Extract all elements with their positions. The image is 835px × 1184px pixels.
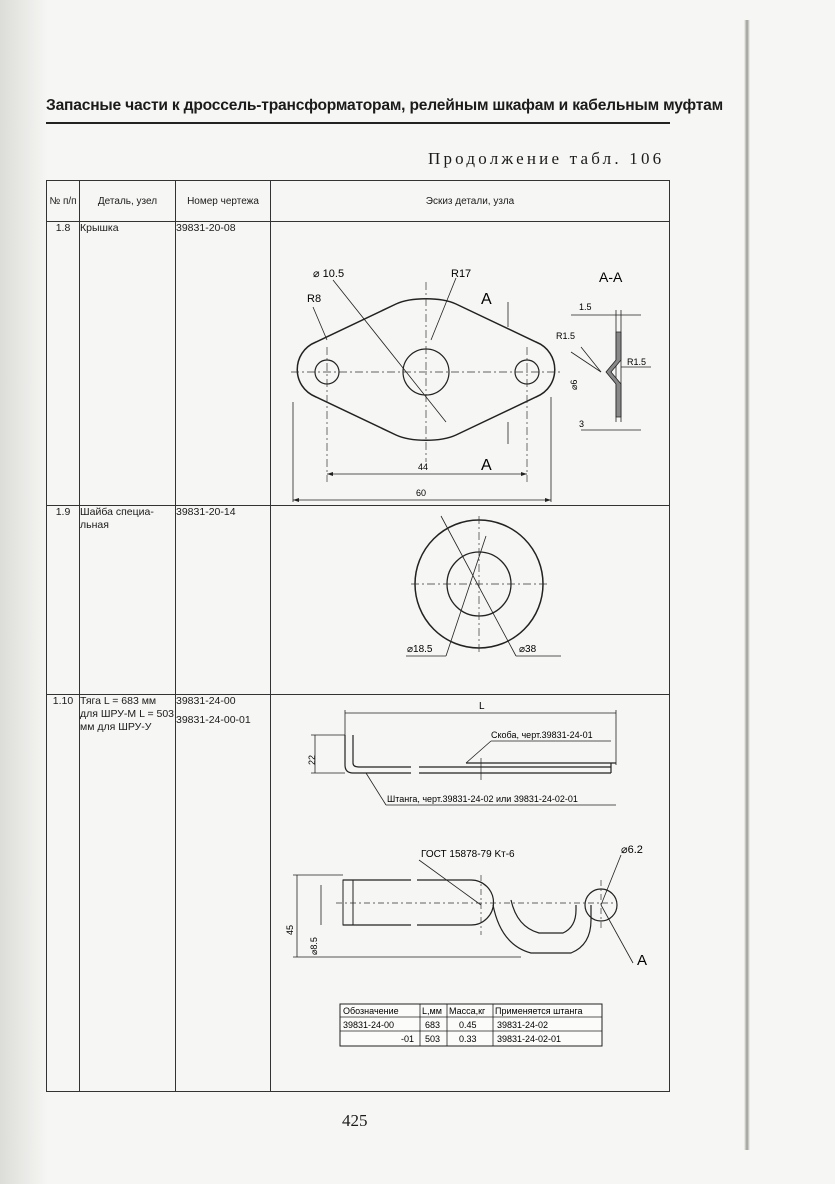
row-number: 1.8 [47,222,80,506]
column-header-number: № п/п [47,181,80,222]
spec-cell: 39831-24-02 [497,1020,549,1030]
length-label: L [479,701,485,712]
section-title: Запасные части к дроссель-трансформаторам, релейным шкафам и кабельным муфтам [46,97,723,114]
section-mark-top: A [481,291,492,308]
hole-diameter-label: ⌀ 10.5 [313,268,345,280]
section-thickness-label: 1.5 [579,302,592,312]
dimension-60: 60 [416,488,427,498]
spec-cell: 0.33 [459,1034,477,1044]
spec-header: Масса,кг [449,1006,486,1016]
page-binding-edge [744,20,750,1150]
row-number: 1.10 [47,695,80,1092]
spec-cell: 683 [425,1020,441,1030]
spec-header: Применяется штанга [495,1006,583,1016]
table-row [47,506,670,695]
washer-drawing [271,506,669,691]
part-name: Шайба специа-льная [80,506,176,695]
spec-cell: 39831-24-02-01 [497,1034,562,1044]
drawing-number: 39831-24-00 [176,695,236,707]
drawing-number-variant: 39831-24-00-01 [176,714,251,726]
washer-inner-diameter: ⌀18.5 [407,644,433,655]
section-view-title: A-A [599,269,623,285]
section-offset-label: 3 [579,419,585,429]
spec-header: L,мм [422,1006,442,1016]
bracket-reference: Скоба, черт.39831-24-01 [491,730,593,740]
sketch-rod [271,695,670,1092]
hole-diameter-label: ⌀6.2 [621,844,643,856]
spec-cell: 0.45 [459,1020,477,1030]
dimension-44: 44 [418,462,429,472]
part-name: Тяга L = 683 мм для ШРУ-М L = 503 мм для ШРУ-У [80,695,176,1092]
page-left-shadow [0,0,48,1184]
column-header-drawing: Номер чертежа [176,181,271,222]
section-diameter-label: ⌀6 [569,379,579,390]
table-header-row [47,181,670,222]
spec-cell: 39831-24-00 [343,1020,395,1030]
section-mark-bottom: A [481,457,492,474]
rod-reference: Штанга, черт.39831-24-02 или 39831-24-02-01 [387,794,578,804]
header-rule [46,122,670,124]
spec-cell: -01 [401,1034,415,1044]
gost-reference: ГОСТ 15878-79 Kт-6 [421,849,515,860]
column-header-sketch: Эскиз детали, узла [271,181,670,222]
dimension-d85: ⌀8.5 [309,937,319,955]
cover-drawing [271,222,669,502]
section-radius-right: R1.5 [627,357,647,367]
drawing-number: 39831-20-08 [176,222,271,506]
spec-table [340,1004,602,1046]
page-number: 425 [342,1111,368,1130]
section-radius-left: R1.5 [556,331,576,341]
sketch-washer [271,506,670,695]
dimension-45: 45 [285,924,295,935]
height-label: 22 [307,754,317,765]
radius-large-label: R17 [451,268,472,280]
drawing-number: 39831-20-14 [176,506,271,695]
radius-small-label: R8 [307,293,322,305]
spec-header: Обозначение [343,1006,399,1016]
column-header-part: Деталь, узел [80,181,176,222]
drawing-numbers [176,695,271,1092]
rod-drawing [271,695,669,1088]
table-row [47,222,670,506]
view-mark: A [637,952,648,969]
row-number: 1.9 [47,506,80,695]
sketch-cover [271,222,670,506]
table-continuation-label: Продолжение табл. 106 [428,149,665,168]
part-name: Крышка [80,222,176,506]
parts-table [46,180,670,1092]
table-row [47,695,670,1092]
washer-outer-diameter: ⌀38 [519,644,537,655]
spec-cell: 503 [425,1034,441,1044]
